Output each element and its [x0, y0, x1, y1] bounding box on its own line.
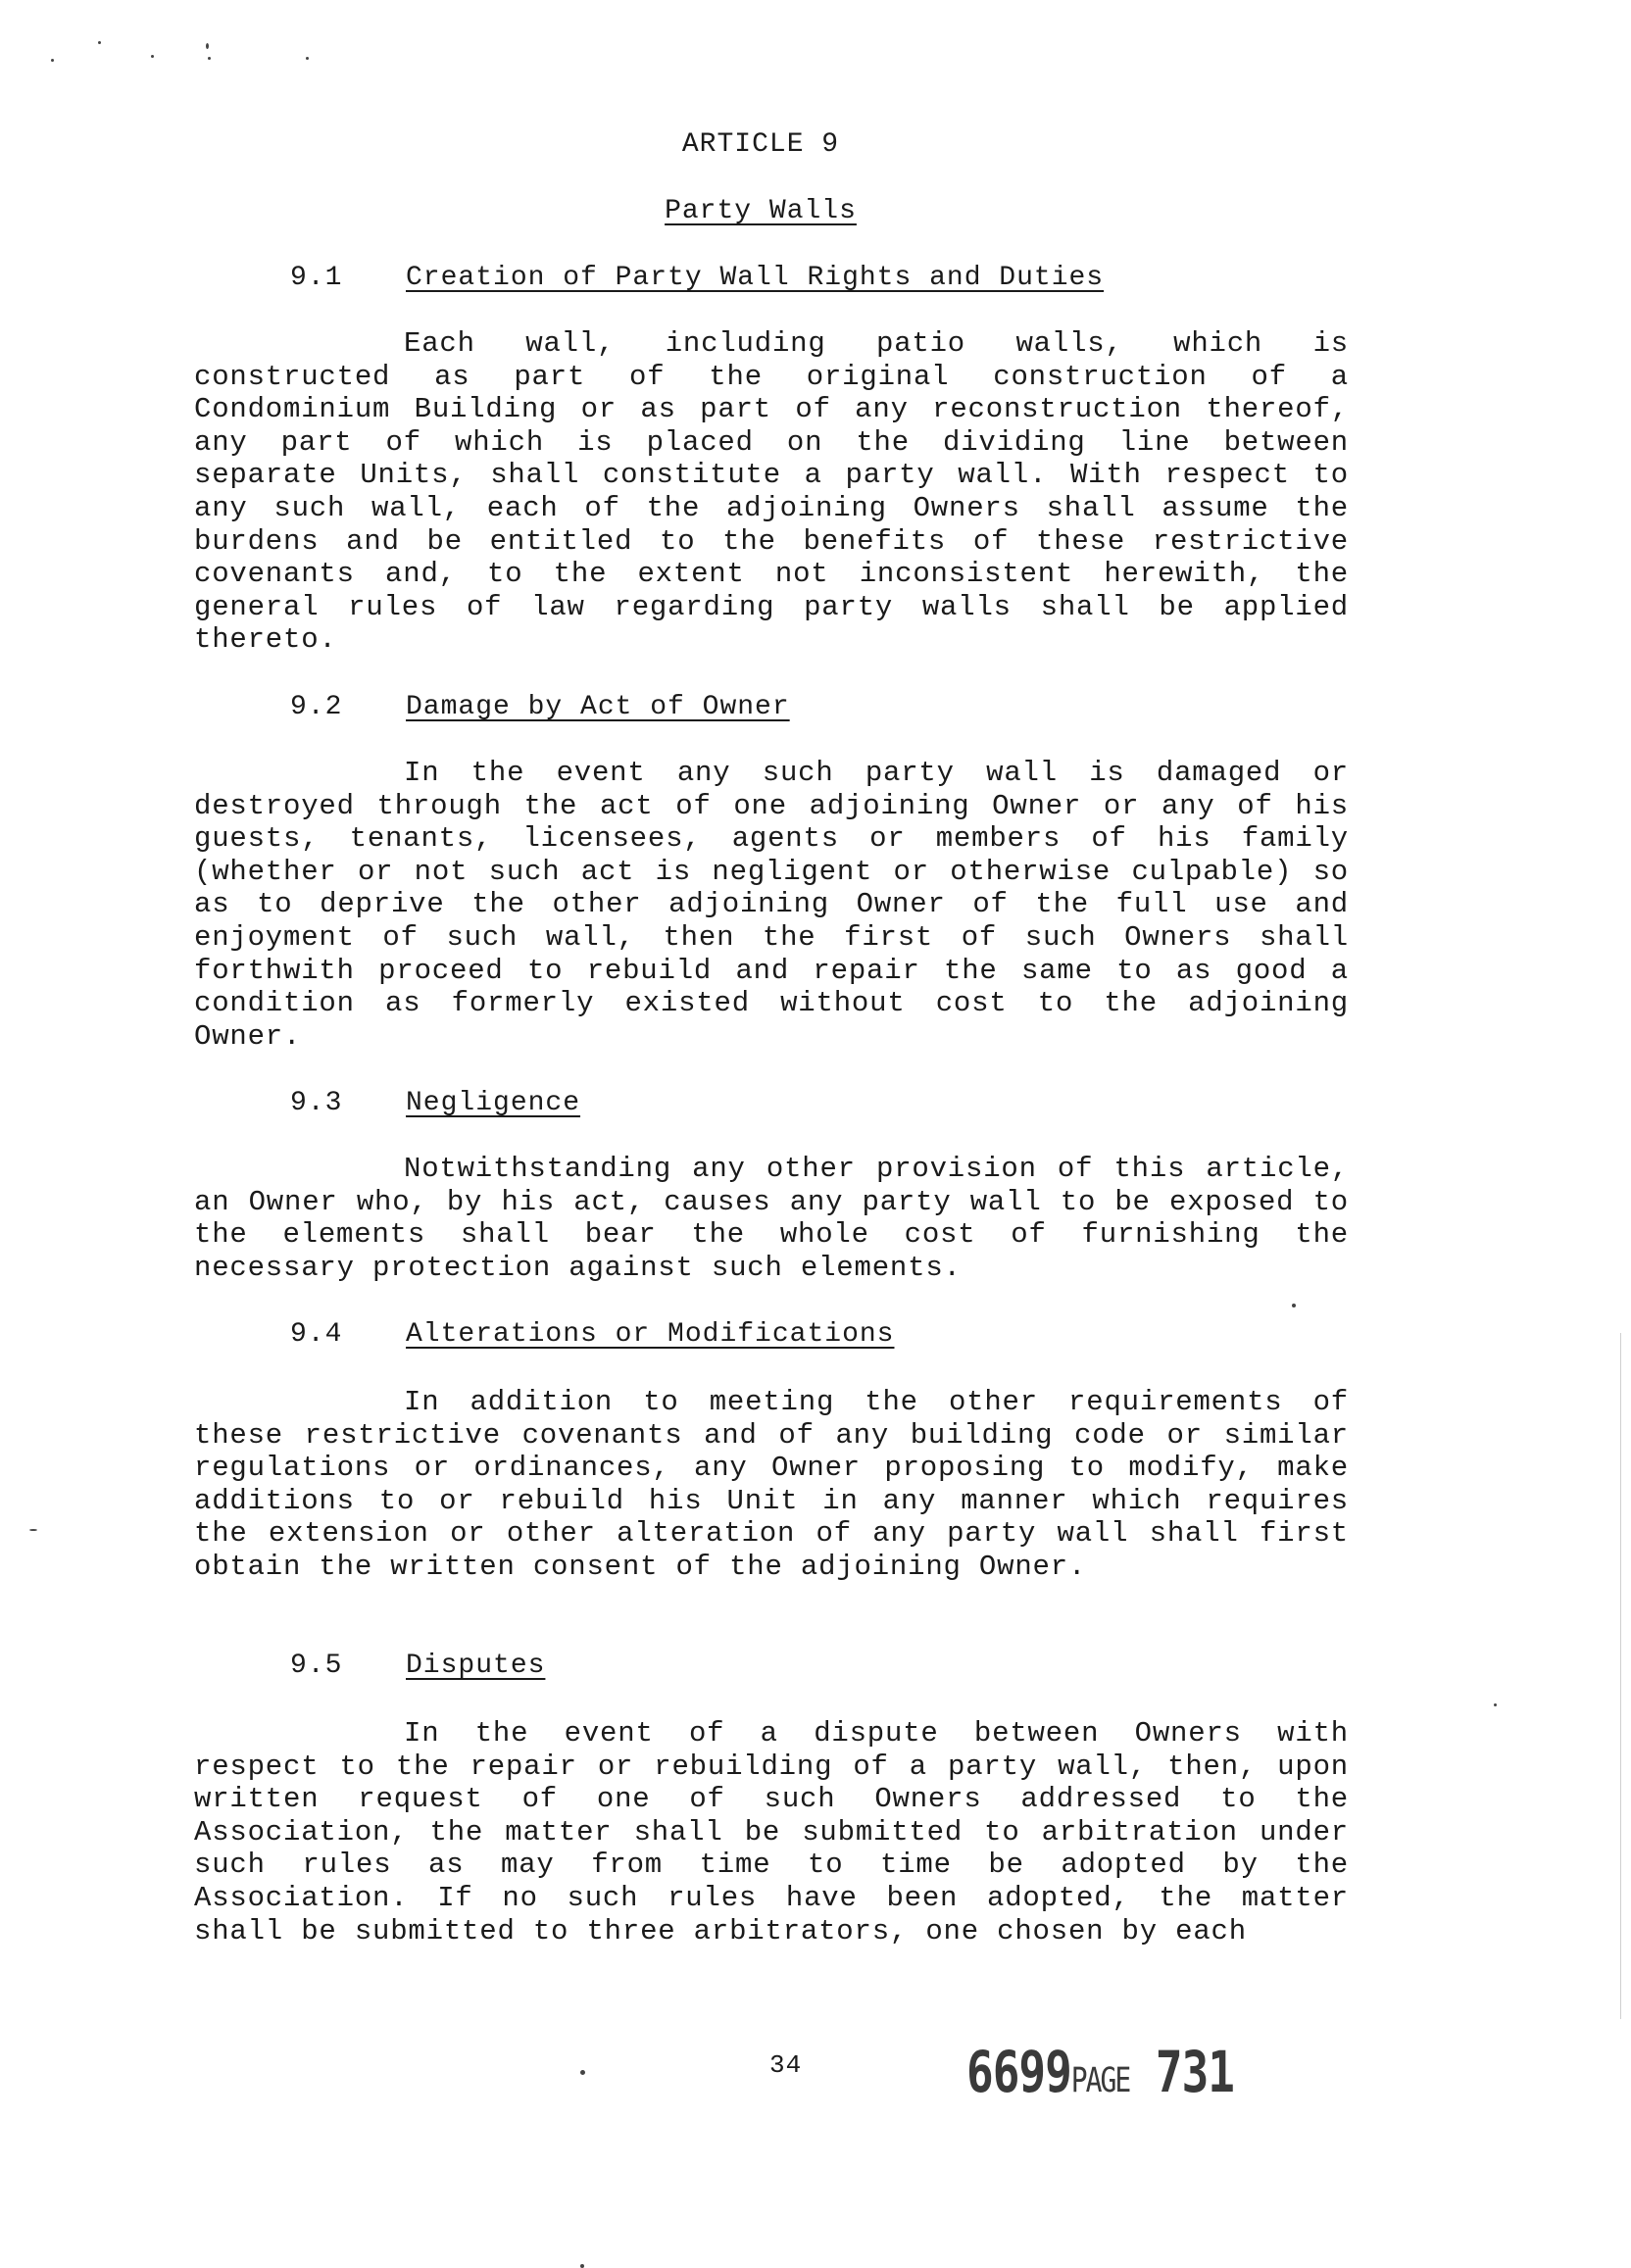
- scan-speck: [1292, 1304, 1296, 1307]
- section-number: 9.2: [290, 692, 343, 722]
- scan-speck: [580, 2264, 584, 2268]
- scan-speck: [580, 2070, 585, 2075]
- recording-stamp: [966, 2039, 1234, 2105]
- section-number: 9.3: [290, 1088, 343, 1118]
- section-heading-9-5: [290, 1651, 545, 1681]
- section-heading-9-2: [290, 692, 790, 722]
- section-heading-9-4: [290, 1319, 894, 1350]
- section-paragraph-9-2: [194, 757, 1349, 1053]
- section-text: Each wall, including patio walls, which is constructed as part of the original construction of a Condominium Building or as part of any reconstruction thereof, any part of which is placed on the dividing line between separate Units, shall constitute a party wall. With respect to any such wall, each of the adjoining Owners shall assume the burdens and be entitled to the benefits of these restrictive covenants and, to the extent not inconsistent herewith, the general rules of law regarding party walls shall be applied thereto.: [194, 327, 1349, 657]
- scan-speck: [208, 57, 211, 60]
- section-title: Damage by Act of Owner: [406, 692, 790, 722]
- article-subtitle-text: Party Walls: [665, 196, 857, 226]
- section-title: Alterations or Modifications: [406, 1319, 895, 1350]
- scan-speck: [29, 1529, 37, 1531]
- section-title: Disputes: [406, 1651, 546, 1681]
- section-paragraph-9-3: [194, 1153, 1349, 1284]
- section-heading-9-3: [290, 1088, 580, 1118]
- section-number: 9.4: [290, 1319, 343, 1350]
- section-number: 9.1: [290, 263, 343, 293]
- section-text: In the event any such party wall is damaged or destroyed through the act of one adjoining Owner or any of his guests, tenants, licensees, agents or members of his family (whether or not such act is negligent or otherwise culpable) so as to deprive the other adjoining Owner of the full use and enjoyment of such wall, then the first of such Owners shall forthwith proceed to rebuild and repair the same to as good a condition as formerly existed without cost to the adjoining Owner.: [194, 757, 1349, 1053]
- scan-speck: [306, 57, 309, 60]
- scan-speck: [51, 59, 54, 62]
- section-heading-9-1: [290, 263, 1104, 293]
- section-text: In addition to meeting the other requirements of these restrictive covenants and of any building code or similar regulations or ordinances, any Owner proposing to modify, make additions to or rebuild his Unit in any manner which requires the extension or other alteration of any party wall shall first obtain the written consent of the adjoining Owner.: [194, 1386, 1349, 1583]
- article-title: ARTICLE 9: [681, 129, 840, 160]
- page-number: 34: [769, 2050, 803, 2080]
- section-title: Negligence: [406, 1088, 581, 1118]
- scan-speck: [151, 55, 154, 58]
- book-number: 6699: [966, 2039, 1071, 2105]
- scan-edge-line: [1620, 1333, 1621, 2019]
- scan-speck: [98, 41, 101, 44]
- section-text: Notwithstanding any other provision of this article, an Owner who, by his act, causes any party wall to be exposed to the elements shall bear the whole cost of furnishing the necessary protection against such elements.: [194, 1153, 1349, 1284]
- scan-speck: [206, 43, 209, 49]
- article-subtitle: [0, 196, 1521, 226]
- section-title: Creation of Party Wall Rights and Duties: [406, 263, 1105, 293]
- recording-page-number: 731: [1155, 2039, 1235, 2105]
- section-paragraph-9-5: [194, 1717, 1349, 1948]
- section-paragraph-9-4: [194, 1386, 1349, 1584]
- page-label: PAGE: [1070, 2059, 1130, 2100]
- scan-speck: [1494, 1703, 1497, 1706]
- section-text: In the event of a dispute between Owners with respect to the repair or rebuilding of a party wall, then, upon written request of one of such Owners addressed to the Association, the matter shall be submitted to arbitration under such rules as may from time to time be adopted by the Association. If no such rules have been adopted, the matter shall be submitted to three arbitrators, one chosen by each: [194, 1717, 1349, 1948]
- section-number: 9.5: [290, 1651, 343, 1681]
- section-paragraph-9-1: [194, 327, 1349, 657]
